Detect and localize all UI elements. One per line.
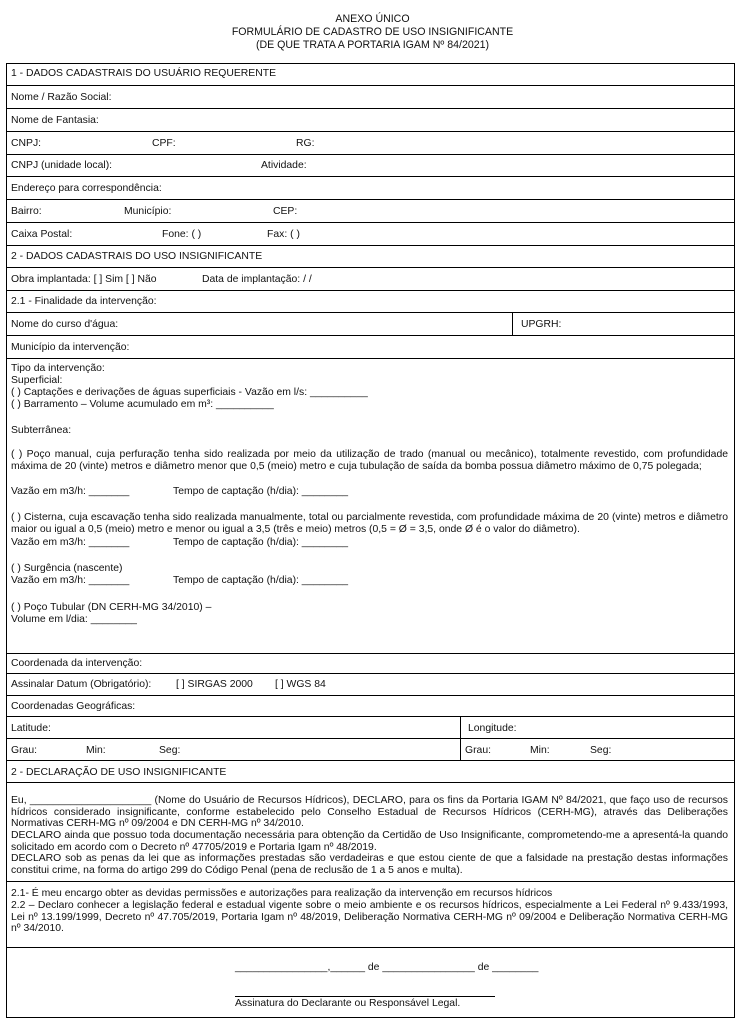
- row-lat-long[interactable]: [7, 717, 734, 739]
- vazao-field-2[interactable]: Vazão em m3/h: _______: [11, 537, 130, 548]
- captacao-option[interactable]: ( ) Captações e derivações de águas superficiais - Vazão em l/s: __________: [11, 387, 368, 398]
- seg-left-label: Seg:: [159, 745, 181, 756]
- bairro-label: Bairro:: [11, 206, 42, 217]
- registration-form: [6, 63, 735, 1018]
- section3-header: [7, 761, 734, 783]
- tempo-field-1[interactable]: Tempo de captação (h/dia): ________: [173, 486, 349, 497]
- min-right-label: Min:: [530, 745, 550, 756]
- declaration-paragraph-1: Eu, _____________________ (Nome do Usuário de Recursos Hídricos), DECLARO, para os fins da Portaria IGAM Nº 84/2021, que faço uso de recursos hídricos considerado insignificante, conforme estabelecido pelo Conselho Estadual de Recursos Hídricos (CERH-MG), através das Deliberações Normativas CERH-MG nº 09/2004 e DN CERH-MG nº 34/2010.: [11, 795, 728, 830]
- tipo-label: Tipo da intervenção:: [11, 363, 105, 374]
- row-curso-agua[interactable]: [7, 313, 734, 336]
- cep-label: CEP:: [273, 206, 298, 217]
- coord-geo-label: Coordenadas Geográficas:: [11, 701, 136, 712]
- rg-label: RG:: [296, 138, 315, 149]
- latitude-label: Latitude:: [11, 723, 51, 734]
- declaration-paragraph-2: DECLARO ainda que possuo toda documentação necessária para obtenção da Certidão de Uso Insignificante, comprometendo-me a apresentá-la quando solicitado em acordo com o Decreto nº 47705/2019 e Portaria Igam nº 48/2019.: [11, 830, 728, 853]
- surgencia-option[interactable]: ( ) Surgência (nascente): [11, 563, 123, 574]
- section3-title: 2 - DECLARAÇÃO DE USO INSIGNIFICANTE: [11, 767, 227, 778]
- grau-divider: [460, 739, 461, 760]
- grau-left-label: Grau:: [11, 745, 37, 756]
- nome-razao-label: Nome / Razão Social:: [11, 92, 112, 103]
- poco-tubular-option[interactable]: ( ) Poço Tubular (DN CERH-MG 34/2010) –: [11, 602, 212, 613]
- tempo-field-3[interactable]: Tempo de captação (h/dia): ________: [173, 575, 349, 586]
- row-cnpj-cpf-rg[interactable]: [7, 132, 734, 155]
- endereco-label: Endereço para correspondência:: [11, 183, 162, 194]
- atividade-label: Atividade:: [261, 160, 307, 171]
- row-coordenada[interactable]: [7, 654, 734, 674]
- declaration-block: [7, 783, 734, 882]
- tempo-field-2[interactable]: Tempo de captação (h/dia): ________: [173, 537, 349, 548]
- intervention-type-block: [7, 359, 734, 654]
- superficial-label: Superficial:: [11, 375, 63, 386]
- cnpj-label: CNPJ:: [11, 138, 42, 149]
- row-nome-razao[interactable]: [7, 86, 734, 109]
- section2-title: 2 - DADOS CADASTRAIS DO USO INSIGNIFICANTE: [11, 251, 263, 262]
- wgs84-checkbox[interactable]: [ ] WGS 84: [275, 679, 326, 690]
- curso-agua-label: Nome do curso d'água:: [11, 319, 119, 330]
- document-header: [0, 13, 745, 52]
- row-caixa-postal[interactable]: [7, 223, 734, 246]
- sirgas-checkbox[interactable]: [ ] SIRGAS 2000: [176, 679, 253, 690]
- annex-title: ANEXO ÚNICO: [335, 13, 410, 25]
- row-datum: [7, 674, 734, 696]
- ordinance-reference: (DE QUE TRATA A PORTARIA IGAM Nº 84/2021): [255, 39, 490, 51]
- signature-block: [7, 948, 734, 1017]
- lat-long-divider: [460, 717, 461, 738]
- fax-label: Fax: ( ): [267, 229, 300, 240]
- date-place-line[interactable]: ________________,______ de ________________ de ________: [235, 962, 539, 973]
- vazao-field-3[interactable]: Vazão em m3/h: _______: [11, 575, 130, 586]
- cpf-label: CPF:: [152, 138, 176, 149]
- row-finalidade: [7, 291, 734, 313]
- datum-label: Assinalar Datum (Obrigatório):: [11, 679, 152, 690]
- row-municipio-intervencao[interactable]: [7, 336, 734, 359]
- form-title: FORMULÁRIO DE CADASTRO DE USO INSIGNIFICANTE: [231, 26, 514, 38]
- grau-right-label: Grau:: [465, 745, 491, 756]
- vazao-field-1[interactable]: Vazão em m3/h: _______: [11, 486, 130, 497]
- row-nome-fantasia[interactable]: [7, 109, 734, 132]
- declaration-paragraph-3: DECLARO sob as penas da lei que as informações prestadas são verdadeiras e que estou ciente de que a falsidade na prestação destas informações constitui crime, na forma do artigo 299 do Código Penal (pena de reclusão de 1 a 5 anos e multa).: [11, 853, 728, 876]
- finalidade-label: 2.1 - Finalidade da intervenção:: [11, 296, 157, 307]
- caixa-postal-label: Caixa Postal:: [11, 229, 73, 240]
- obra-implantada-label: Obra implantada: [ ] Sim [ ] Não: [11, 274, 157, 285]
- volume-field[interactable]: Volume em l/dia: ________: [11, 614, 137, 625]
- row-cnpj-local[interactable]: [7, 155, 734, 177]
- section1-header: [7, 64, 734, 86]
- cnpj-local-label: CNPJ (unidade local):: [11, 160, 113, 171]
- cisterna-option[interactable]: ( ) Cisterna, cuja escavação tenha sido realizada manualmente, total ou parcialmente revestida, com profundidade máxima de 20 (vinte) metros e diâmetro maior ou igual a 0,5 (meio) metro e menor ou igual a 3,5 (três e meio) metros (0,5 = Ø = 3,5, onde Ø é o valor do diâmetro).: [11, 512, 728, 535]
- municipio-label: Município:: [124, 206, 172, 217]
- section2-header: [7, 246, 734, 268]
- min-left-label: Min:: [86, 745, 106, 756]
- nome-fantasia-label: Nome de Fantasia:: [11, 115, 99, 126]
- poco-manual-option[interactable]: ( ) Poço manual, cuja perfuração tenha sido realizada por meio da utilização de trado (manual ou mecânico), totalmente revestido, com profundidade máxima de 20 (vinte) metros e diâmetro menor que 0,5 (meio) metro e cuja tubulação de saída da bomba possua diâmetro máximo de 0,75 polegada;: [11, 449, 728, 472]
- seg-right-label: Seg:: [590, 745, 612, 756]
- municipio-intervencao-label: Município da intervenção:: [11, 342, 130, 353]
- upgrh-label: UPGRH:: [521, 319, 562, 330]
- obligations-block: [7, 882, 734, 948]
- row-bairro[interactable]: [7, 200, 734, 223]
- coordenada-label: Coordenada da intervenção:: [11, 658, 143, 669]
- signature-line[interactable]: [235, 996, 495, 997]
- obligation-2-1: 2.1- É meu encargo obter as devidas permissões e autorizações para realização da intervenção em recursos hídricos: [11, 888, 553, 899]
- section1-title: 1 - DADOS CADASTRAIS DO USUÁRIO REQUERENTE: [11, 68, 277, 79]
- subterranea-label: Subterrânea:: [11, 425, 72, 436]
- barramento-option[interactable]: ( ) Barramento – Volume acumulado em m³: __________: [11, 399, 274, 410]
- fone-label: Fone: ( ): [162, 229, 202, 240]
- row-endereco[interactable]: [7, 177, 734, 200]
- row-coord-geo: [7, 696, 734, 717]
- signature-caption: Assinatura do Declarante ou Responsável Legal.: [235, 998, 461, 1009]
- longitude-label: Longitude:: [468, 723, 517, 734]
- upgrh-divider: [512, 313, 513, 335]
- obligation-2-2: 2.2 – Declaro conhecer a legislação federal e estadual vigente sobre o meio ambiente e os recursos hídricos, especialmente a Lei Federal nº 9.433/1993, Lei nº 13.199/1999, Decreto nº 47.705/2019, Portaria Igam nº 48/2019, Deliberação Normativa CERH-MG nº 09/2004 e Deliberação Normativa CERH-MG nº 34/2010.: [11, 900, 728, 935]
- data-implantacao-label: Data de implantação: / /: [202, 274, 312, 285]
- row-obra-implantada[interactable]: [7, 268, 734, 291]
- row-grau-min-seg[interactable]: [7, 739, 734, 761]
